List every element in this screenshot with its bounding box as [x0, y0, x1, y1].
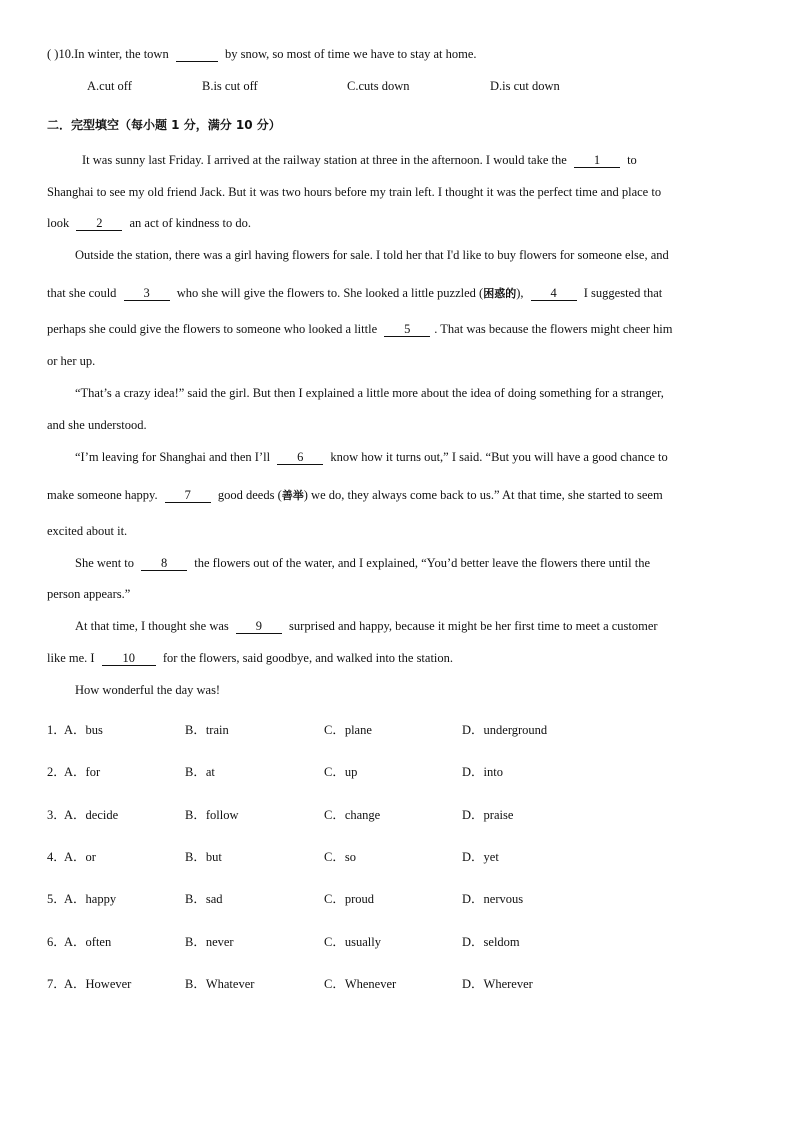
option-c: C.cuts down [347, 79, 410, 93]
option-number: 5． [47, 892, 66, 906]
answer-blank [176, 48, 218, 62]
option-number: 3． [47, 808, 66, 822]
option-row [47, 805, 607, 823]
option-c: C．proud [324, 892, 375, 906]
passage-line: She went to 8 the flowers out of the water, and I explained, “You’d better leave the flowers there until the [75, 556, 650, 570]
answer-paren: ( ) [47, 47, 59, 61]
option-b: B．sad [185, 892, 223, 906]
option-row [47, 974, 607, 992]
blank-2: 2 [76, 217, 122, 231]
passage-line: make someone happy. 7 good deeds (善举) we do, they always come back to us.” At that time, she started to seem [47, 488, 663, 502]
option-a: A．decide [64, 808, 119, 822]
option-b: B.is cut off [202, 79, 258, 93]
option-row [47, 720, 607, 738]
option-c: C．Whenever [324, 977, 397, 991]
passage-line: It was sunny last Friday. I arrived at the railway station at three in the afternoon. I would take the 1 to [82, 153, 637, 167]
question-10 [47, 47, 477, 62]
question-10-options [87, 79, 607, 95]
question-text: by snow, so most of time we have to stay at home. [224, 47, 477, 61]
blank-10: 10 [102, 652, 156, 666]
passage-line: person appears.” [47, 587, 131, 601]
blank-3: 3 [124, 287, 170, 301]
option-d: D．praise [462, 808, 514, 822]
option-number: 2． [47, 765, 66, 779]
option-number: 6． [47, 935, 66, 949]
blank-8: 8 [141, 557, 187, 571]
passage-line: perhaps she could give the flowers to someone who looked a little 5 . That was because the flowers might cheer him [47, 322, 673, 336]
option-d: D．into [462, 765, 503, 779]
option-b: B．but [185, 850, 222, 864]
option-d: D．underground [462, 723, 548, 737]
option-number: 7． [47, 977, 66, 991]
option-row [47, 932, 607, 950]
passage-line: Outside the station, there was a girl having flowers for sale. I told her that I'd like to buy flowers for someone else, and [75, 248, 669, 262]
passage-line: Shanghai to see my old friend Jack. But it was two hours before my train left. I thought it was the perfect time and place to [47, 185, 662, 199]
option-c: C．usually [324, 935, 381, 949]
option-b: B．follow [185, 808, 239, 822]
option-d: D．seldom [462, 935, 520, 949]
passage-line: excited about it. [47, 524, 128, 538]
option-c: C．change [324, 808, 381, 822]
passage-line: that she could 3 who she will give the flowers to. She looked a little puzzled (困惑的), 4 I suggested that [47, 286, 663, 300]
passage-line: How wonderful the day was! [75, 683, 221, 697]
passage-line: or her up. [47, 354, 96, 368]
option-a: A.cut off [87, 79, 132, 93]
passage-line: look 2 an act of kindness to do. [47, 216, 251, 230]
option-d: D．yet [462, 850, 499, 864]
gloss: 善举 [281, 489, 304, 502]
option-d: D．Wherever [462, 977, 533, 991]
passage-line: “I’m leaving for Shanghai and then I’ll 6 know how it turns out,” I said. “But you will have a good chance to [75, 450, 668, 464]
passage-line: like me. I 10 for the flowers, said goodbye, and walked into the station. [47, 651, 454, 665]
option-a: A．However [64, 977, 132, 991]
blank-9: 9 [236, 620, 282, 634]
option-d: D.is cut down [490, 79, 560, 93]
option-a: A．or [64, 850, 96, 864]
section-heading: 二．完型填空（每小题 1 分，满分 10 分） [47, 118, 281, 132]
blank-6: 6 [277, 451, 323, 465]
option-b: B．train [185, 723, 229, 737]
option-b: B．at [185, 765, 215, 779]
gloss: 困惑的 [483, 287, 517, 300]
option-c: C．up [324, 765, 358, 779]
blank-4: 4 [531, 287, 577, 301]
option-d: D．nervous [462, 892, 524, 906]
option-a: A．happy [64, 892, 117, 906]
option-number: 1． [47, 723, 66, 737]
blank-5: 5 [384, 323, 430, 337]
option-row [47, 847, 607, 865]
option-b: B．Whatever [185, 977, 255, 991]
question-text: 10.In winter, the town [58, 47, 169, 61]
option-row [47, 762, 607, 780]
passage-line: At that time, I thought she was 9 surprised and happy, because it might be her first time to meet a customer [75, 619, 658, 633]
option-a: A．bus [64, 723, 103, 737]
blank-1: 1 [574, 154, 620, 168]
option-row [47, 889, 607, 907]
option-c: C．so [324, 850, 356, 864]
option-a: A．for [64, 765, 101, 779]
option-b: B．never [185, 935, 234, 949]
passage-line: and she understood. [47, 418, 147, 432]
blank-7: 7 [165, 489, 211, 503]
option-a: A．often [64, 935, 112, 949]
option-c: C．plane [324, 723, 372, 737]
passage-line: “That’s a crazy idea!” said the girl. But then I explained a little more about the idea of doing something for a stranger, [75, 386, 664, 400]
option-number: 4． [47, 850, 66, 864]
